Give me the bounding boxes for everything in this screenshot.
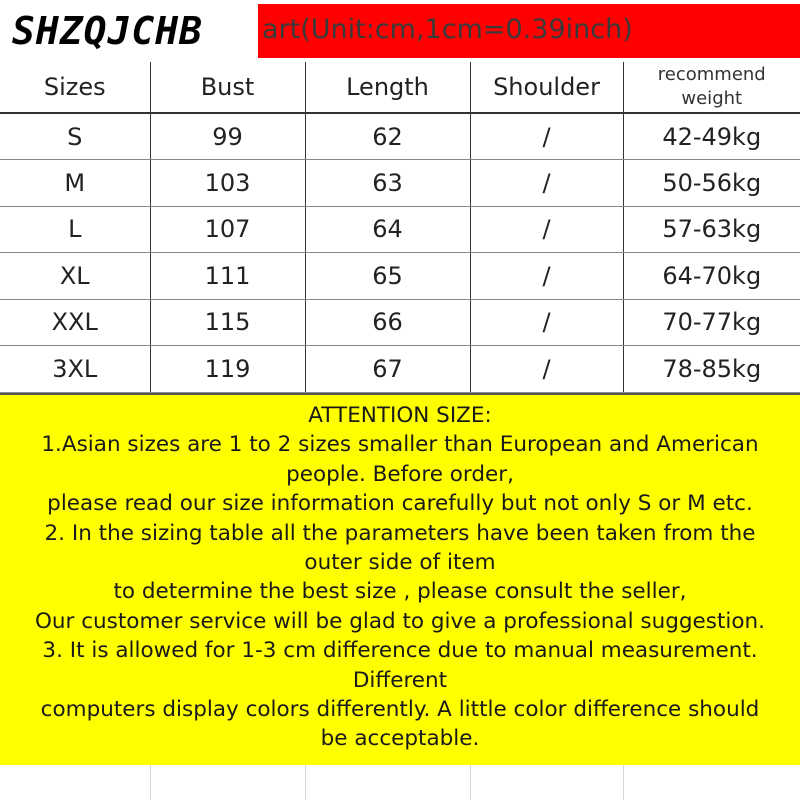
cell-shoulder: / bbox=[470, 206, 623, 253]
cell-shoulder: / bbox=[470, 346, 623, 393]
grid-line bbox=[305, 765, 306, 800]
table-row bbox=[0, 160, 800, 207]
cell-shoulder: / bbox=[470, 113, 623, 160]
cell-bust: 107 bbox=[150, 206, 305, 253]
cell-weight: 78-85kg bbox=[623, 346, 800, 393]
notice-line: computers display colors differently. A little color difference should bbox=[40, 697, 760, 723]
cell-length: 64 bbox=[305, 206, 470, 253]
notice-line: people. Before order, bbox=[286, 461, 514, 487]
notice-line: 2. In the sizing table all the parameters have been taken from the bbox=[44, 520, 756, 546]
cell-bust: 115 bbox=[150, 299, 305, 346]
grid-line bbox=[470, 765, 471, 800]
cell-length: 63 bbox=[305, 160, 470, 207]
cell-size: XL bbox=[0, 253, 150, 300]
size-table bbox=[0, 62, 800, 393]
notice-line: 1.Asian sizes are 1 to 2 sizes smaller than European and American bbox=[41, 432, 759, 458]
cell-bust: 119 bbox=[150, 346, 305, 393]
notice-line: be acceptable. bbox=[320, 726, 480, 752]
table-row bbox=[0, 299, 800, 346]
col-recommend-label: recommend bbox=[657, 64, 766, 85]
table-row bbox=[0, 346, 800, 393]
notice-line: please read our size information carefully but not only S or M etc. bbox=[47, 491, 753, 517]
cell-size: 3XL bbox=[0, 346, 150, 393]
cell-bust: 103 bbox=[150, 160, 305, 207]
cell-shoulder: / bbox=[470, 299, 623, 346]
col-weight-label: weight bbox=[681, 88, 743, 109]
cell-weight: 70-77kg bbox=[623, 299, 800, 346]
notice-line: Our customer service will be glad to give a professional suggestion. bbox=[35, 608, 765, 634]
bottom-grid-strip bbox=[0, 765, 800, 800]
grid-line bbox=[623, 765, 624, 800]
col-sizes: Sizes bbox=[0, 62, 150, 113]
cell-shoulder: / bbox=[470, 253, 623, 300]
notice-line: Different bbox=[352, 667, 448, 693]
cell-bust: 99 bbox=[150, 113, 305, 160]
attention-notice bbox=[0, 393, 800, 765]
cell-length: 67 bbox=[305, 346, 470, 393]
cell-length: 62 bbox=[305, 113, 470, 160]
cell-size: L bbox=[0, 206, 150, 253]
brand-logo: SHZQJCHB bbox=[8, 4, 207, 58]
table-row bbox=[0, 113, 800, 160]
notice-line: to determine the best size , please consult the seller, bbox=[113, 579, 687, 605]
cell-weight: 42-49kg bbox=[623, 113, 800, 160]
cell-weight: 50-56kg bbox=[623, 160, 800, 207]
table-row bbox=[0, 206, 800, 253]
grid-line bbox=[150, 765, 151, 800]
cell-shoulder: / bbox=[470, 160, 623, 207]
cell-size: M bbox=[0, 160, 150, 207]
cell-length: 65 bbox=[305, 253, 470, 300]
cell-size: XXL bbox=[0, 299, 150, 346]
unit-title: art(Unit:cm,1cm=0.39inch) bbox=[262, 14, 633, 45]
cell-bust: 111 bbox=[150, 253, 305, 300]
col-bust: Bust bbox=[150, 62, 305, 113]
table-header-row bbox=[0, 62, 800, 113]
cell-weight: 64-70kg bbox=[623, 253, 800, 300]
cell-weight: 57-63kg bbox=[623, 206, 800, 253]
cell-length: 66 bbox=[305, 299, 470, 346]
col-shoulder: Shoulder bbox=[470, 62, 623, 113]
notice-line: 3. It is allowed for 1-3 cm difference due to manual measurement. bbox=[42, 638, 758, 664]
col-recommend-weight bbox=[623, 62, 800, 113]
table-row bbox=[0, 253, 800, 300]
notice-line: ATTENTION SIZE: bbox=[308, 403, 492, 428]
col-length: Length bbox=[305, 62, 470, 113]
cell-size: S bbox=[0, 113, 150, 160]
notice-line: outer side of item bbox=[304, 550, 496, 576]
